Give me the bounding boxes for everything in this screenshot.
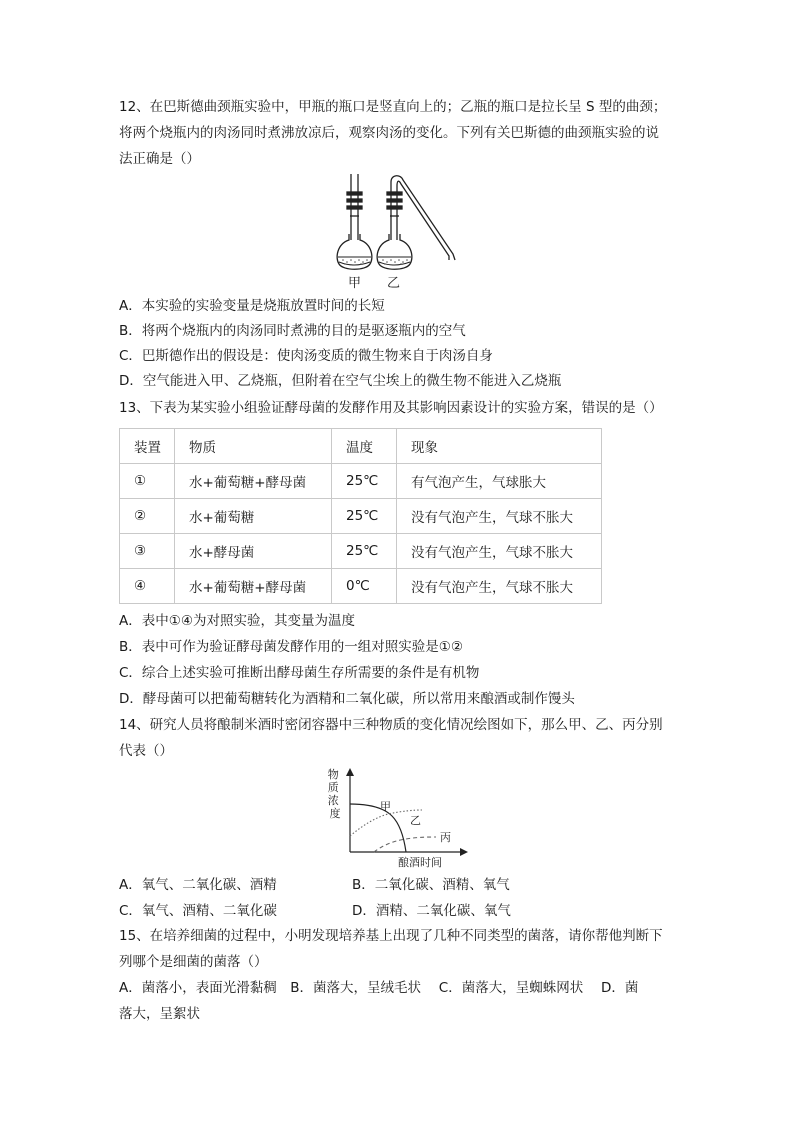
x-axis-label: 酿酒时间 xyxy=(398,856,442,869)
table-row xyxy=(120,569,602,604)
table-cell: 水+葡萄糖 xyxy=(175,499,332,534)
series-label-jia: 甲 xyxy=(380,800,391,813)
table-header-cell: 物质 xyxy=(175,429,332,464)
table-cell: 水+葡萄糖+酵母菌 xyxy=(175,464,332,499)
y-label-char: 度 xyxy=(329,807,341,820)
q12-option-d: D．空气能进入甲、乙烧瓶，但附着在空气尘埃上的微生物不能进入乙烧瓶 xyxy=(119,373,562,389)
table-cell: ④ xyxy=(120,569,175,604)
q14-option-a: A．氧气、二氧化碳、酒精 xyxy=(119,877,277,893)
experiment-table xyxy=(119,428,602,604)
table-cell: 没有气泡产生，气球不胀大 xyxy=(397,499,602,534)
q15-stem-line-1: 15、在培养细菌的过程中，小明发现培养基上出现了几种不同类型的菌落，请你帮他判断下 xyxy=(119,928,663,944)
q13-option-b: B．表中可作为验证酵母菌发酵作用的一组对照实验是①② xyxy=(119,639,463,655)
table-cell: 25℃ xyxy=(332,464,397,499)
y-label-char: 质 xyxy=(327,781,339,794)
q12-stem-line-1: 12、在巴斯德曲颈瓶实验中，甲瓶的瓶口是竖直向上的；乙瓶的瓶口是拉长呈 S 型的曲颈； xyxy=(119,99,667,115)
table-header-row xyxy=(120,429,602,464)
q15-stem-line-2: 列哪个是细菌的菌落（） xyxy=(119,954,268,970)
table-row xyxy=(120,464,602,499)
flask-yi xyxy=(377,176,455,270)
table-cell: 有气泡产生，气球胀大 xyxy=(397,464,602,499)
q12-option-b: B．将两个烧瓶内的肉汤同时煮沸的目的是驱逐瓶内的空气 xyxy=(119,323,466,339)
table-cell: 25℃ xyxy=(332,499,397,534)
q14-option-b: B．二氧化碳、酒精、氧气 xyxy=(352,877,510,893)
q12-stem-line-2: 将两个烧瓶内的肉汤同时煮沸放凉后，观察肉汤的变化。下列有关巴斯德的曲颈瓶实验的说 xyxy=(119,125,659,141)
series-label-bing: 丙 xyxy=(440,831,451,844)
flask-jia xyxy=(337,174,372,269)
series-jia-line xyxy=(350,804,406,852)
q15-options-line-2: 落大，呈絮状 xyxy=(119,1006,200,1022)
table-cell: 25℃ xyxy=(332,534,397,569)
y-label-char: 物 xyxy=(327,768,339,781)
q14-stem-line-2: 代表（） xyxy=(119,743,173,759)
y-axis-label xyxy=(328,767,343,820)
concentration-chart xyxy=(322,766,472,870)
q15-options-line-1: A．菌落小，表面光滑黏稠 B．菌落大，呈绒毛状 C．菌落大，呈蜘蛛网状 D．菌 xyxy=(119,980,639,996)
x-axis-arrow xyxy=(460,848,468,856)
table-cell: 0℃ xyxy=(332,569,397,604)
table-header-cell: 温度 xyxy=(332,429,397,464)
table-cell: 水+葡萄糖+酵母菌 xyxy=(175,569,332,604)
q13-option-a: A．表中①④为对照实验，其变量为温度 xyxy=(119,613,355,629)
series-label-yi: 乙 xyxy=(410,814,421,827)
q14-stem-line-1: 14、研究人员将酿制米酒时密闭容器中三种物质的变化情况绘图如下，那么甲、乙、丙分别 xyxy=(119,717,663,733)
table-row xyxy=(120,499,602,534)
table-cell: 没有气泡产生，气球不胀大 xyxy=(397,534,602,569)
q13-option-c: C．综合上述实验可推断出酵母菌生存所需要的条件是有机物 xyxy=(119,665,480,681)
y-axis-arrow xyxy=(346,768,354,776)
table-cell: ③ xyxy=(120,534,175,569)
table-row xyxy=(120,534,602,569)
q12-stem-line-3: 法正确是（） xyxy=(119,151,200,167)
table-cell: ② xyxy=(120,499,175,534)
flask-label-jia: 甲 xyxy=(348,276,362,291)
flask-label-yi: 乙 xyxy=(387,276,401,291)
q12-option-a: A．本实验的实验变量是烧瓶放置时间的长短 xyxy=(119,298,385,314)
table-header-cell: 装置 xyxy=(120,429,175,464)
table-cell: 水+酵母菌 xyxy=(175,534,332,569)
table-header-cell: 现象 xyxy=(397,429,602,464)
q14-option-d: D．酒精、二氧化碳、氧气 xyxy=(352,903,511,919)
q13-option-d: D．酵母菌可以把葡萄糖转化为酒精和二氧化碳，所以常用来酿酒或制作馒头 xyxy=(119,691,575,707)
q12-option-c: C．巴斯德作出的假设是：使肉汤变质的微生物来自于肉汤自身 xyxy=(119,348,493,364)
y-label-char: 浓 xyxy=(327,794,339,807)
table-cell: ① xyxy=(120,464,175,499)
q14-option-c: C．氧气、酒精、二氧化碳 xyxy=(119,903,277,919)
q13-stem: 13、下表为某实验小组验证酵母菌的发酵作用及其影响因素设计的实验方案，错误的是（） xyxy=(119,400,663,416)
flask-diagram xyxy=(325,172,465,292)
table-cell: 没有气泡产生，气球不胀大 xyxy=(397,569,602,604)
